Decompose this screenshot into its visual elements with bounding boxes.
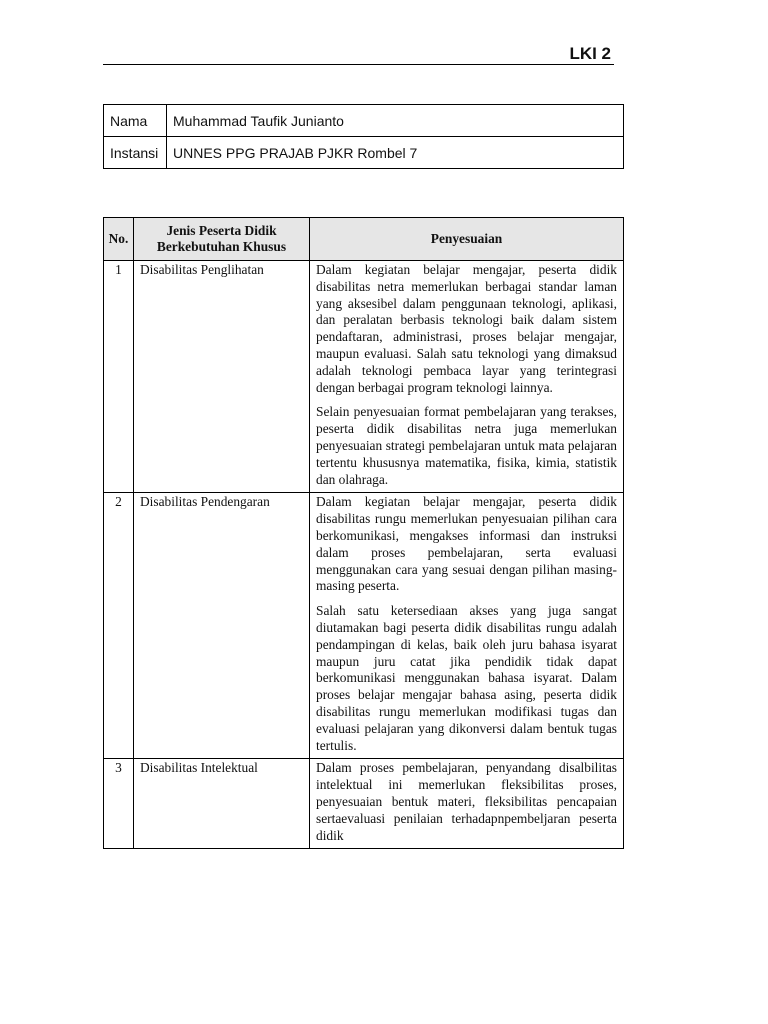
header-penyesuaian: Penyesuaian — [310, 218, 624, 261]
adjustment-table — [103, 217, 624, 849]
row-jenis: Disabilitas Penglihatan — [134, 261, 310, 493]
table-row — [104, 493, 624, 759]
table-row — [104, 261, 624, 493]
row-number: 3 — [104, 759, 134, 849]
row-number: 2 — [104, 493, 134, 759]
row-jenis: Disabilitas Intelektual — [134, 759, 310, 849]
identity-table — [103, 104, 624, 169]
document-code: LKI 2 — [569, 44, 611, 63]
header-jenis-line2: Berkebutuhan Khusus — [156, 239, 287, 254]
row-penyesuaian — [310, 261, 624, 493]
paragraph: Salah satu ketersediaan akses yang juga sangat diutamakan bagi peserta didik disabilitas rungu adalah pendampingan di kelas, baik oleh juru bahasa isyarat maupun juru catat jika pendidik tidak dapat berkomunikasi menggunakan bahasa isyarat. Dalam proses belajar mengajar bahasa asing, peserta didik disabilitas rungu memerlukan modifikasi tugas dan evaluasi pelajaran yang dikonversi dalam bentuk tugas tertulis. — [316, 603, 617, 753]
paragraph: Dalam kegiatan belajar mengajar, peserta didik disabilitas netra memerlukan berbagai standar laman yang aksesibel dalam penggunaan teknologi, aplikasi, dan peralatan berbasis teknologi baik dalam sistem pendaftaran, administrasi, proses belajar mengajar, maupun evaluasi. Salah satu teknologi yang dimaksud adalah teknologi pembaca layar yang terintegrasi dengan berbagai program teknologi lainnya. — [316, 262, 617, 395]
identity-value: UNNES PPG PRAJAB PJKR Rombel 7 — [167, 137, 624, 169]
header-no: No. — [104, 218, 134, 261]
identity-value: Muhammad Taufik Junianto — [167, 105, 624, 137]
header-rule — [103, 64, 614, 65]
identity-label: Instansi — [104, 137, 167, 169]
identity-row-instansi — [104, 137, 624, 169]
row-number: 1 — [104, 261, 134, 493]
identity-label: Nama — [104, 105, 167, 137]
table-header-row — [104, 218, 624, 261]
header-jenis — [134, 218, 310, 261]
paragraph: Dalam proses pembelajaran, penyandang disalbilitas intelektual ini memerlukan fleksibilitas proses, penyesuaian bentuk materi, fleksibilitas pencapaian sertaevaluasi penilaian terhadapnpembeljaran peserta didik — [316, 760, 617, 843]
row-penyesuaian — [310, 759, 624, 849]
paragraph: Selain penyesuaian format pembelajaran yang terakses, peserta didik disabilitas netra juga memerlukan penyesuaian strategi pembelajaran untuk mata pelajaran tertentu khususnya matematika, fisika, kimia, statistik dan olahraga. — [316, 404, 617, 487]
identity-row-nama — [104, 105, 624, 137]
paragraph: Dalam kegiatan belajar mengajar, peserta didik disabilitas rungu memerlukan penyesuaian pilihan cara berkomunikasi, mengakses informasi dan instruksi dalam proses pembelajaran, serta evaluasi menggunakan cara yang sesuai dengan pilihan masing-masing peserta. — [316, 494, 617, 594]
row-penyesuaian — [310, 493, 624, 759]
table-row — [104, 759, 624, 849]
row-jenis: Disabilitas Pendengaran — [134, 493, 310, 759]
header-jenis-line1: Jenis Peserta Didik — [166, 223, 277, 238]
